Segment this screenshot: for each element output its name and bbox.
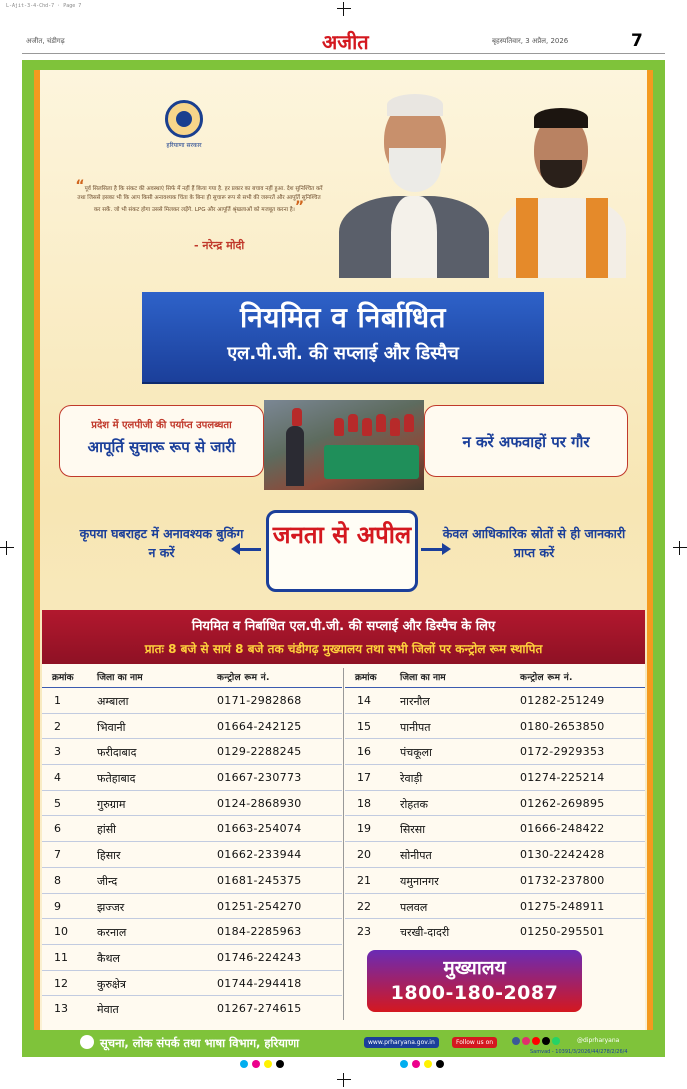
table-left-column bbox=[42, 664, 342, 1021]
serial-cell: 23 bbox=[357, 925, 371, 939]
table-row bbox=[42, 970, 342, 996]
portrait-pm-kurta bbox=[391, 196, 437, 278]
ad-footer bbox=[22, 1030, 665, 1057]
public-appeal-row bbox=[59, 510, 628, 600]
phone-cell: 01275-248911 bbox=[520, 899, 605, 913]
registration-dot bbox=[424, 1060, 432, 1068]
phone-cell: 0180-2653850 bbox=[520, 719, 605, 733]
serial-cell: 20 bbox=[357, 848, 371, 862]
supply-status-box bbox=[59, 405, 264, 477]
table-row bbox=[42, 893, 342, 919]
district-cell: पानीपत bbox=[400, 720, 431, 734]
delivery-truck-shape bbox=[324, 445, 419, 479]
serial-cell: 15 bbox=[357, 719, 371, 733]
cylinder-icon bbox=[376, 414, 386, 432]
youtube-icon bbox=[532, 1037, 540, 1045]
header-district: जिला का नाम bbox=[97, 673, 143, 683]
headline-subtitle: एल.पी.जी. की सप्लाई और डिस्पैच bbox=[227, 343, 459, 364]
quote-text: पूर्व सिलसिला है कि संकट की अवस्थाएं सिर्फ में नहीं हैं किया गया है. हर प्रकार का बचाव नहीं हुआ. देश सुनिश्चित करें तथा जिससे इसका भी कि आप किसी अनावश्यक चिंता के बिना ही सुचारू रूप से सभी की जरूरतें और आपूर्ति सुनिश्चित कर सकें. जो भी संकट होगा उससे मिलकर लड़ेंगे. LPG और आपूर्ति श्रृंखलाओं को मजबूत करना है। bbox=[77, 186, 323, 213]
headline-banner bbox=[142, 292, 544, 382]
table-row bbox=[42, 687, 342, 713]
cylinder-icon bbox=[292, 408, 302, 426]
cylinder-icon bbox=[362, 418, 372, 436]
table-header-row bbox=[42, 664, 342, 687]
district-cell: रेवाड़ी bbox=[400, 772, 423, 786]
haryana-emblem bbox=[154, 100, 214, 170]
phone-cell: 01251-254270 bbox=[217, 899, 302, 913]
table-row bbox=[345, 790, 645, 816]
headquarters-label: मुख्यालय bbox=[443, 957, 506, 979]
registration-dot bbox=[436, 1060, 444, 1068]
district-cell: कुरुक्षेत्र bbox=[97, 977, 126, 991]
serial-cell: 18 bbox=[357, 796, 371, 810]
registration-dot bbox=[276, 1060, 284, 1068]
table-row bbox=[42, 815, 342, 841]
supply-availability-text: प्रदेश में एलपीजी की पर्याप्त उपलब्धता bbox=[91, 420, 232, 431]
instagram-icon bbox=[522, 1037, 530, 1045]
portrait-cm bbox=[494, 100, 629, 278]
table-row bbox=[345, 764, 645, 790]
district-cell: पंचकूला bbox=[400, 746, 432, 760]
serial-cell: 2 bbox=[54, 719, 61, 733]
phone-cell: 0171-2982868 bbox=[217, 694, 302, 707]
official-sources-text: केवल आधिकारिक स्रोतों से ही जानकारी प्राप्त करें bbox=[442, 526, 626, 560]
phone-cell: 01681-245375 bbox=[217, 873, 302, 887]
serial-cell: 17 bbox=[357, 771, 371, 785]
dipr-logo-icon bbox=[80, 1035, 94, 1049]
cylinder-icon bbox=[404, 414, 414, 432]
facebook-icon bbox=[512, 1037, 520, 1045]
control-room-banner-line1: नियमित व निर्बाधित एल.पी.जी. की सप्लाई और डिस्पैच के लिए bbox=[191, 619, 496, 634]
registration-dot bbox=[412, 1060, 420, 1068]
district-cell: हिसार bbox=[97, 849, 121, 863]
phone-cell: 01267-274615 bbox=[217, 1002, 302, 1016]
supply-continuing-text: आपूर्ति सुचारू रूप से जारी bbox=[87, 438, 236, 456]
table-header-row bbox=[345, 664, 645, 687]
table-right-column bbox=[345, 664, 645, 944]
header-phone: कन्ट्रोल रूम नं. bbox=[217, 673, 270, 683]
district-cell: झज्जर bbox=[97, 900, 125, 914]
district-cell: भिवानी bbox=[97, 720, 126, 734]
district-cell: फरीदाबाद bbox=[97, 746, 137, 760]
portrait-cm-beard bbox=[540, 160, 582, 188]
issue-date: बृहस्पतिवार, 3 अप्रैल, 2026 bbox=[492, 37, 569, 45]
phone-cell: 01746-224243 bbox=[217, 950, 302, 964]
district-cell: चरखी-दादरी bbox=[400, 926, 450, 940]
table-row bbox=[345, 815, 645, 841]
table-row bbox=[345, 918, 645, 944]
portrait-pm-beard bbox=[389, 148, 441, 192]
district-cell: नारनौल bbox=[400, 695, 430, 708]
delivery-worker-figure bbox=[286, 426, 304, 486]
serial-cell: 7 bbox=[54, 848, 61, 862]
district-cell: जीन्द bbox=[97, 874, 118, 888]
crop-mark-right bbox=[673, 541, 687, 555]
info-row bbox=[59, 400, 628, 490]
header-district: जिला का नाम bbox=[400, 673, 446, 683]
table-row bbox=[42, 944, 342, 970]
table-row bbox=[42, 738, 342, 764]
website-link: www.prharyana.gov.in bbox=[364, 1037, 439, 1048]
district-cell: पलवल bbox=[400, 900, 428, 914]
serial-cell: 1 bbox=[54, 694, 61, 707]
no-panic-booking-text: कृपया घबराहट में अनावश्यक बुकिंग न करें bbox=[79, 526, 244, 560]
phone-cell: 01744-294418 bbox=[217, 976, 302, 990]
headquarters-helpline-box bbox=[367, 950, 582, 1012]
table-row bbox=[345, 867, 645, 893]
serial-cell: 16 bbox=[357, 745, 371, 759]
headquarters-number: 1800-180-2087 bbox=[390, 982, 559, 1004]
social-handle: @diprharyana bbox=[577, 1037, 620, 1044]
table-row bbox=[345, 713, 645, 739]
serial-cell: 4 bbox=[54, 771, 61, 785]
close-quote-icon: ” bbox=[294, 199, 305, 215]
crop-mark-left bbox=[0, 541, 14, 555]
district-cell: रोहतक bbox=[400, 797, 428, 811]
table-row bbox=[42, 918, 342, 944]
emblem-caption: हरियाणा सरकार bbox=[166, 142, 202, 149]
district-cell: फतेहाबाद bbox=[97, 772, 136, 786]
quote-author: - नरेन्द्र मोदी bbox=[194, 239, 245, 252]
table-row bbox=[42, 713, 342, 739]
crop-mark-top bbox=[337, 2, 351, 16]
phone-cell: 01663-254074 bbox=[217, 822, 302, 836]
phone-cell: 0130-2242428 bbox=[520, 848, 605, 862]
serial-cell: 22 bbox=[357, 899, 371, 913]
serial-cell: 21 bbox=[357, 873, 371, 887]
phone-cell: 01274-225214 bbox=[520, 771, 605, 785]
portrait-cm-hair bbox=[534, 108, 588, 128]
serial-cell: 9 bbox=[54, 899, 61, 913]
district-cell: मेवात bbox=[97, 1003, 119, 1017]
phone-cell: 01662-233944 bbox=[217, 848, 302, 862]
rumor-warning-text: न करें अफवाहों पर गौर bbox=[462, 433, 590, 451]
phone-cell: 01250-295501 bbox=[520, 925, 605, 939]
registration-dot bbox=[400, 1060, 408, 1068]
header-phone: कन्ट्रोल रूम नं. bbox=[520, 673, 573, 683]
serial-cell: 3 bbox=[54, 745, 61, 759]
phone-cell: 01282-251249 bbox=[520, 694, 605, 707]
release-reference: Samvad - 10391/3/2026/44/278/2/26/4 bbox=[530, 1049, 628, 1055]
serial-cell: 10 bbox=[54, 925, 68, 939]
page-number: 7 bbox=[631, 31, 643, 51]
serial-cell: 12 bbox=[54, 976, 68, 990]
crop-mark-bottom bbox=[337, 1073, 351, 1087]
follow-us-label: Follow us on bbox=[452, 1037, 497, 1048]
cylinder-icon bbox=[390, 418, 400, 436]
table-row bbox=[42, 995, 342, 1021]
arrow-left-icon bbox=[239, 548, 261, 551]
registration-dot bbox=[264, 1060, 272, 1068]
phone-cell: 01262-269895 bbox=[520, 796, 605, 810]
print-slug: L-Ajit-3-4-Chd-7 · Page 7 bbox=[6, 3, 82, 9]
page-header bbox=[22, 30, 665, 54]
control-room-banner bbox=[42, 610, 645, 664]
serial-cell: 8 bbox=[54, 873, 61, 887]
header-serial: क्रमांक bbox=[355, 673, 377, 683]
district-cell: करनाल bbox=[97, 926, 127, 940]
phone-cell: 0124-2868930 bbox=[217, 796, 302, 810]
district-cell: गुरुग्राम bbox=[97, 797, 126, 811]
cylinder-icon bbox=[334, 418, 344, 436]
district-cell: सिरसा bbox=[400, 823, 426, 837]
serial-cell: 13 bbox=[54, 1002, 68, 1016]
edition-label: अजीत, चंडीगढ़ bbox=[26, 37, 65, 45]
phone-cell: 01664-242125 bbox=[217, 719, 302, 733]
serial-cell: 5 bbox=[54, 796, 61, 810]
phone-cell: 0172-2929353 bbox=[520, 745, 605, 759]
portrait-cm-stole-left bbox=[516, 198, 538, 278]
open-quote-icon: “ bbox=[75, 178, 85, 194]
table-row bbox=[345, 687, 645, 713]
table-row bbox=[42, 841, 342, 867]
table-row bbox=[345, 893, 645, 919]
table-row bbox=[42, 790, 342, 816]
advertisement bbox=[22, 60, 665, 1057]
portrait-pm-hair bbox=[387, 94, 443, 116]
table-row bbox=[345, 841, 645, 867]
portrait-cm-stole-right bbox=[586, 198, 608, 278]
public-appeal-box bbox=[266, 510, 418, 592]
headline-title: नियमित व निर्बाधित bbox=[239, 301, 447, 334]
district-cell: कैथल bbox=[97, 951, 120, 965]
table-row bbox=[345, 738, 645, 764]
phone-cell: 01666-248422 bbox=[520, 822, 605, 836]
serial-cell: 6 bbox=[54, 822, 61, 836]
table-row bbox=[42, 867, 342, 893]
phone-cell: 0129-2288245 bbox=[217, 745, 302, 759]
district-cell: हांसी bbox=[97, 823, 116, 837]
x-icon bbox=[542, 1037, 550, 1045]
registration-dot bbox=[240, 1060, 248, 1068]
control-room-banner-line2: प्रातः 8 बजे से सायं 8 बजे तक चंडीगढ़ मुख्यालय तथा सभी जिलों पर कन्ट्रोल रूम स्थापित bbox=[144, 642, 543, 656]
public-appeal-title: जनता से अपील bbox=[272, 521, 412, 549]
serial-cell: 19 bbox=[357, 822, 371, 836]
department-name: सूचना, लोक संपर्क तथा भाषा विभाग, हरियाणा bbox=[100, 1036, 300, 1050]
phone-cell: 0184-2285963 bbox=[217, 925, 302, 939]
registration-dot bbox=[252, 1060, 260, 1068]
serial-cell: 11 bbox=[54, 950, 68, 964]
emblem-icon bbox=[165, 100, 203, 138]
whatsapp-icon bbox=[552, 1037, 560, 1045]
table-column-divider bbox=[343, 668, 344, 1020]
advertisement-body bbox=[34, 70, 653, 1030]
district-cell: यमुनानगर bbox=[400, 874, 439, 888]
quote-block bbox=[74, 178, 324, 215]
phone-cell: 01667-230773 bbox=[217, 771, 302, 785]
cylinder-icon bbox=[348, 414, 358, 432]
district-cell: सोनीपत bbox=[400, 849, 432, 863]
newspaper-logo: अजीत bbox=[322, 30, 369, 54]
phone-cell: 01732-237800 bbox=[520, 873, 605, 887]
serial-cell: 14 bbox=[357, 694, 371, 707]
header-serial: क्रमांक bbox=[52, 673, 74, 683]
table-row bbox=[42, 764, 342, 790]
portrait-pm bbox=[329, 78, 499, 278]
lpg-delivery-photo bbox=[264, 400, 424, 490]
district-cell: अम्बाला bbox=[97, 695, 129, 708]
rumor-warning-box bbox=[424, 405, 628, 477]
